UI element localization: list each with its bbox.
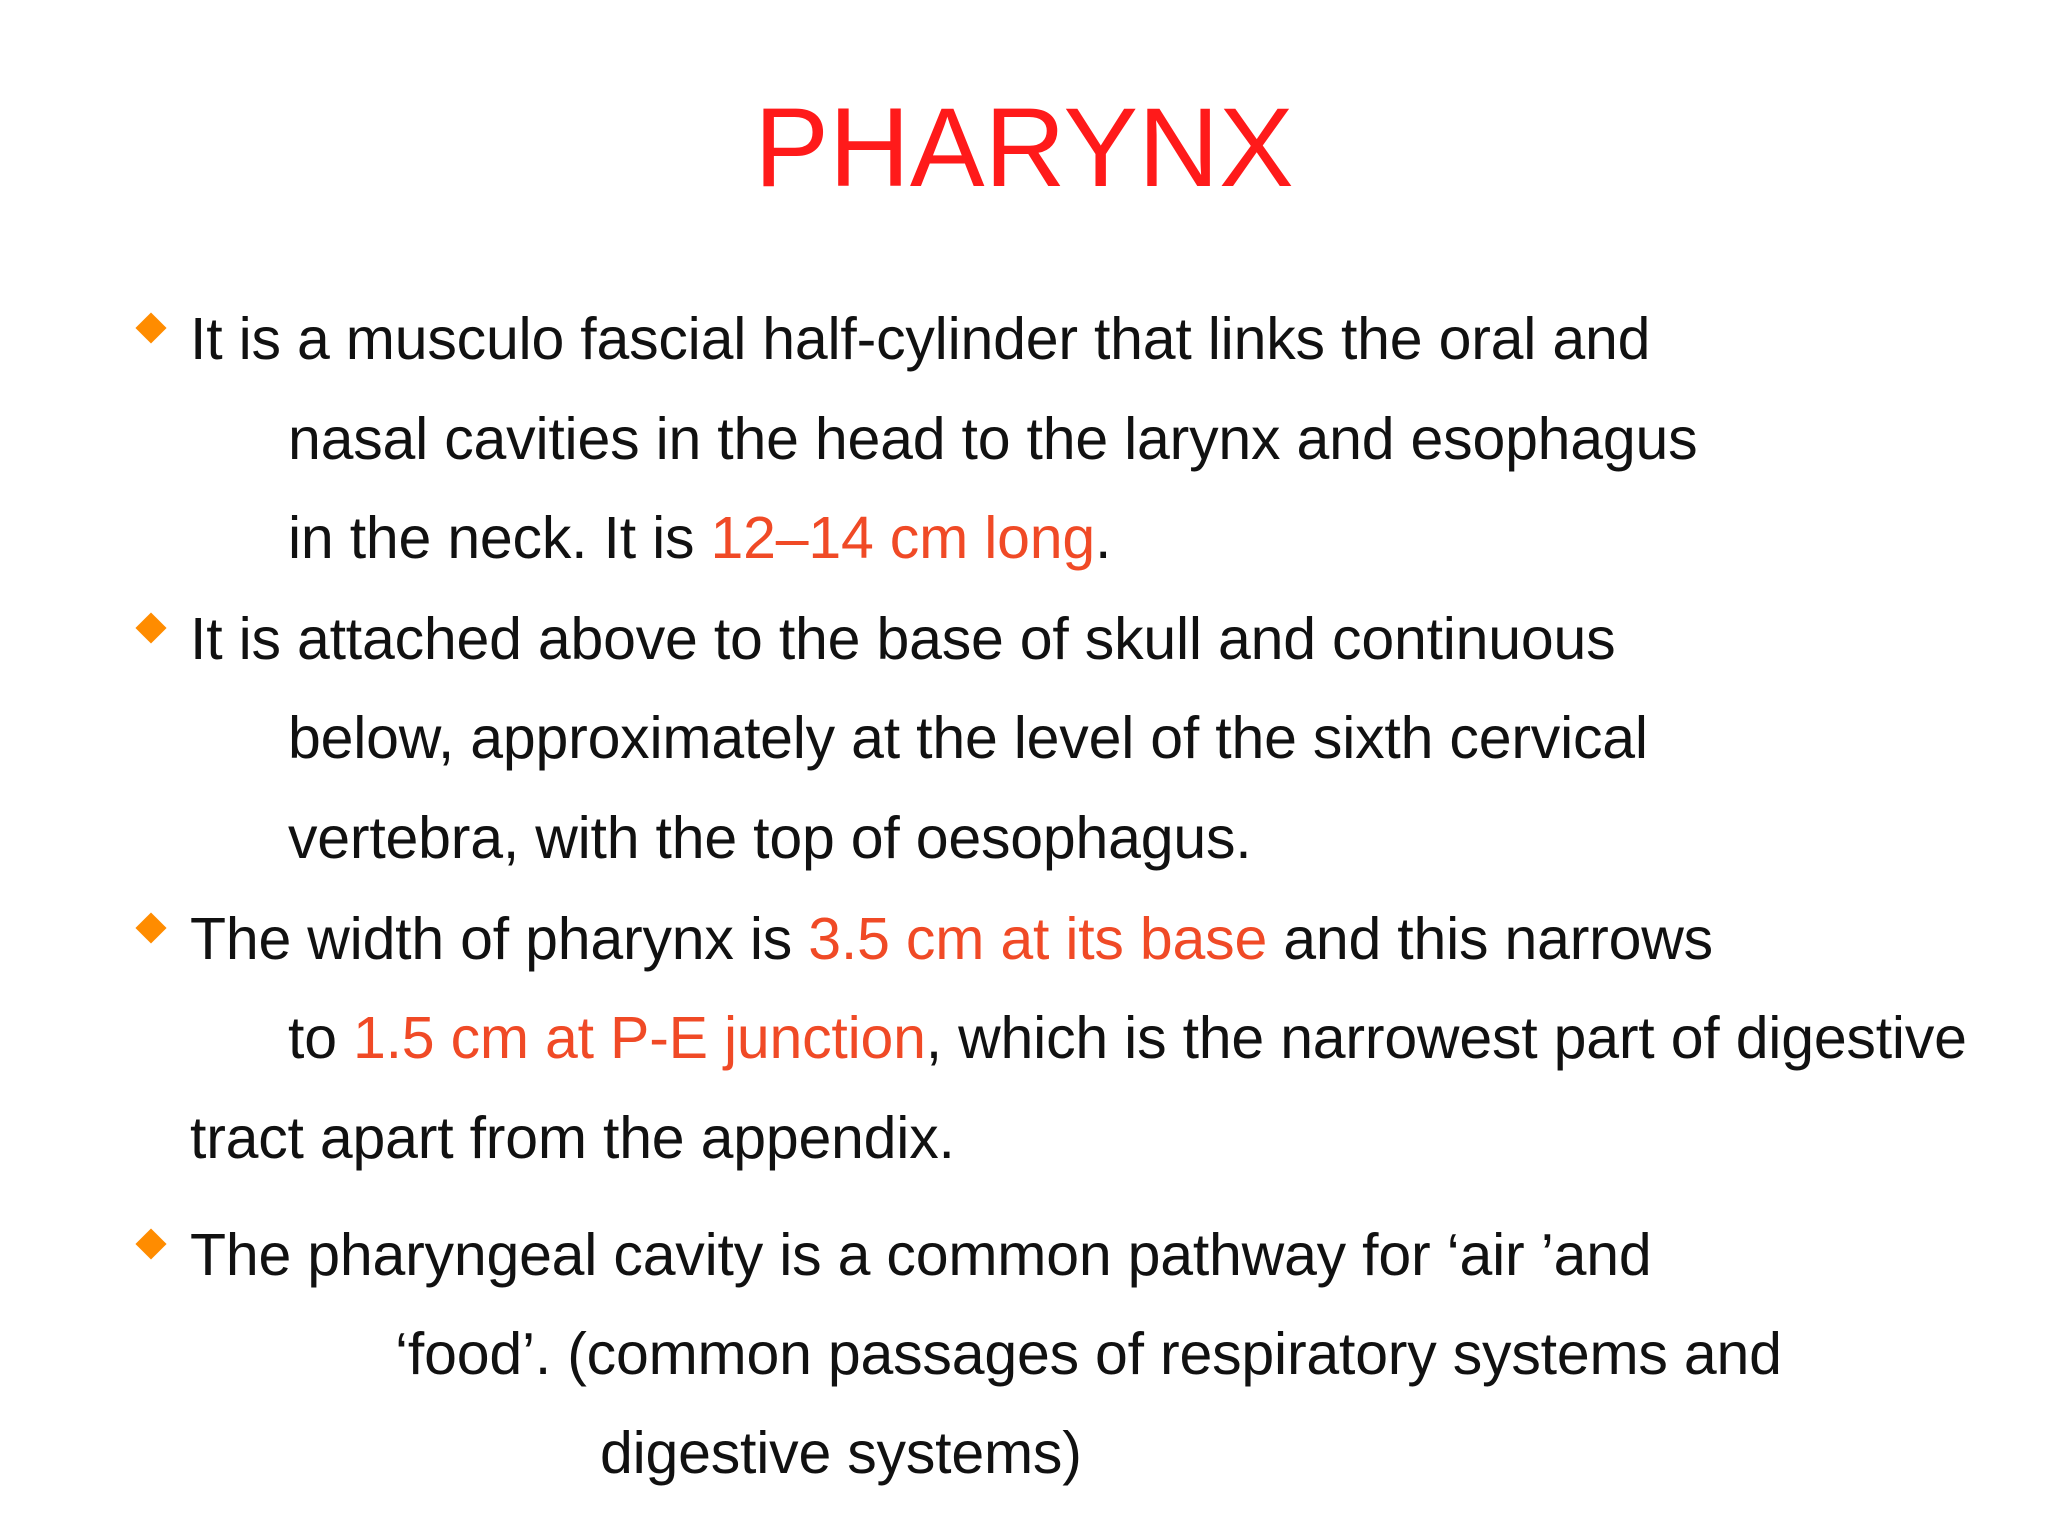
bullet-2-line-2: below, approximately at the level of the sixth cervical [288,705,1648,771]
bullet-4-line-1: The pharyngeal cavity is a common pathway for ‘air ’and [190,1222,1652,1288]
bullet-1-line-3 [288,503,1111,573]
bullet-2-line-1: It is attached above to the base of skull and continuous [190,606,1616,672]
diamond-bullet-icon [135,912,166,943]
text-segment: . [1094,505,1112,571]
bullet-3-line-2 [288,1003,1967,1073]
diamond-bullet-icon [135,612,166,643]
text-segment: to [288,1005,353,1071]
diamond-bullet-icon [135,312,166,343]
text-segment: , which is the narrowest part of digestive [925,1005,1967,1071]
text-segment: in the neck. It is [288,505,711,571]
highlighted-pe-width: 1.5 cm at P-E junction [353,1005,926,1071]
bullet-2-line-3: vertebra, with the top of oesophagus. [288,805,1252,871]
bullet-4-line-2: ‘food’. (common passages of respiratory systems and [395,1321,1782,1387]
diamond-bullet-icon [135,1228,166,1259]
highlighted-base-width: 3.5 cm at its base [808,906,1268,972]
text-segment: and this narrows [1267,906,1713,972]
highlighted-length: 12–14 cm long [710,505,1095,571]
bullet-3-line-1 [190,904,1713,974]
bullet-4-line-3: digestive systems) [600,1420,1082,1486]
slide-title: PHARYNX [754,85,1294,210]
bullet-1-line-2: nasal cavities in the head to the larynx and esophagus [288,406,1698,472]
bullet-1-line-1: It is a musculo fascial half-cylinder that links the oral and [190,306,1651,372]
text-segment: The width of pharynx is [190,906,809,972]
bullet-3-line-3: tract apart from the appendix. [190,1105,955,1171]
